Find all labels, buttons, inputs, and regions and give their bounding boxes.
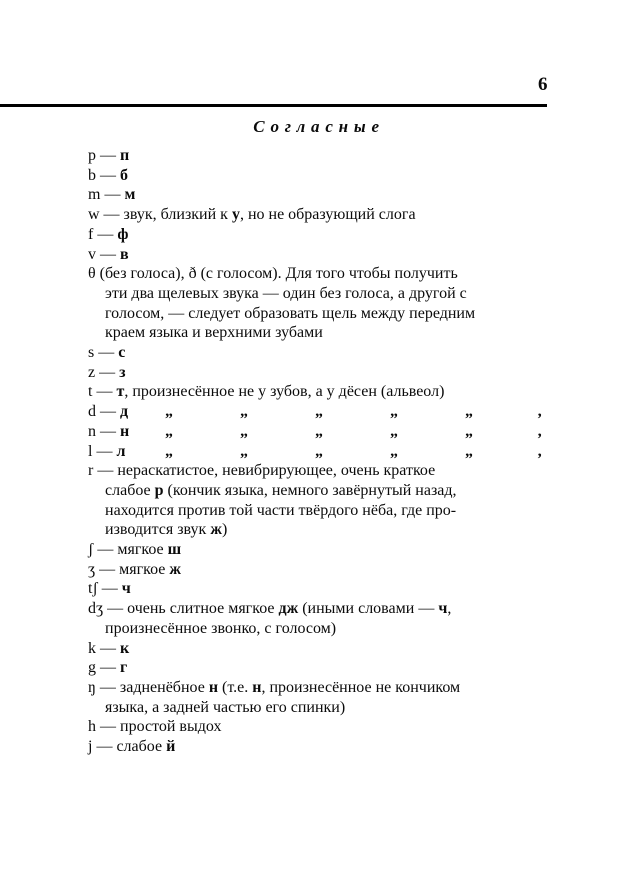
entry-text: s — (88, 344, 119, 362)
entry-line (88, 225, 550, 245)
russian-equivalent: з (119, 363, 126, 381)
entry-text: n — (88, 422, 120, 440)
russian-equivalent: н (120, 422, 130, 440)
ditto-row (88, 422, 550, 442)
entry-text: m — (88, 186, 125, 204)
consonant-entry (88, 540, 550, 560)
russian-equivalent: ш (167, 541, 182, 559)
entry-text: слабое (105, 481, 155, 499)
entry-text: языка, а задней частью его спинки) (105, 698, 346, 716)
ditto-mark: „ (165, 442, 173, 460)
entry-text: θ (без голоса), ð (с голосом). Для того чтобы получить (88, 265, 458, 283)
entry-lead (88, 423, 129, 440)
ditto-mark: „ (240, 442, 248, 460)
russian-equivalent: с (118, 344, 126, 362)
russian-equivalent: п (120, 147, 130, 164)
consonant-entry (88, 678, 550, 717)
consonant-entry (88, 166, 550, 186)
russian-equivalent: ж (210, 521, 222, 539)
entry-text: , но не образующий слога (239, 206, 416, 224)
consonant-entry (88, 737, 550, 757)
entry-text: (иными словами — (298, 600, 439, 618)
entry-text: h — простой выдох (88, 718, 222, 736)
entry-text: ŋ — задненёбное (88, 678, 209, 696)
consonant-entry (88, 658, 550, 678)
consonant-entry (88, 422, 550, 442)
ditto-row (88, 442, 550, 462)
entry-line (88, 560, 550, 580)
russian-equivalent: г (120, 659, 128, 677)
entry-line (88, 540, 550, 560)
page-content (88, 117, 550, 757)
ditto-row (88, 402, 550, 422)
entry-line-continuation (105, 304, 550, 324)
entry-text: t — (88, 383, 117, 401)
entry-text: b — (88, 166, 120, 184)
ditto-mark: „ (165, 422, 173, 440)
entry-text: d — (88, 403, 120, 421)
entry-text: g — (88, 659, 120, 677)
entry-line (88, 579, 550, 599)
entry-lead (88, 403, 128, 420)
entry-text: краем языка и верхними зубами (105, 324, 323, 342)
section-title: Согласные (253, 117, 385, 136)
page-number: 6 (538, 74, 548, 95)
header-rule (0, 104, 547, 107)
russian-equivalent: д (120, 403, 129, 421)
ditto-mark: „ (390, 422, 398, 440)
ditto-mark: „ (315, 442, 323, 460)
entry-text: изводится звук (105, 521, 211, 539)
entry-line (88, 461, 550, 481)
entry-line (88, 205, 550, 225)
entry-line (88, 382, 550, 402)
ditto-mark: „ (465, 422, 473, 440)
consonant-entry (88, 461, 550, 540)
consonant-entry (88, 264, 550, 343)
entry-text: ʒ — мягкое (88, 560, 170, 578)
entry-line-continuation (105, 698, 550, 718)
entry-text: (т.е. (218, 678, 253, 696)
consonant-entry (88, 579, 550, 599)
entry-line (88, 639, 550, 659)
russian-equivalent: ч (438, 600, 448, 618)
entry-lead (88, 443, 125, 460)
ditto-mark: „ (465, 442, 473, 460)
entry-text: f — (88, 225, 118, 243)
entry-text: k — (88, 639, 120, 657)
russian-equivalent: у (231, 206, 240, 224)
entry-text: находится против той части твёрдого нёба, где про- (105, 501, 457, 519)
russian-equivalent: л (116, 442, 126, 460)
russian-equivalent: ж (169, 560, 182, 578)
consonant-entry (88, 560, 550, 580)
ditto-mark: „ (465, 403, 473, 421)
russian-equivalent: й (166, 738, 176, 756)
entry-text: w — звук, близкий к (88, 206, 232, 224)
russian-equivalent: ф (117, 225, 129, 243)
ditto-mark: „ (240, 403, 248, 421)
entry-line (88, 717, 550, 737)
russian-equivalent: к (120, 639, 130, 657)
russian-equivalent: р (154, 481, 164, 499)
russian-equivalent: ч (121, 580, 131, 598)
entry-line-continuation (105, 284, 550, 304)
entry-line (88, 343, 550, 363)
consonant-entry (88, 599, 550, 638)
entry-line-continuation (105, 481, 550, 501)
entry-line (88, 166, 550, 186)
russian-equivalent: б (120, 166, 128, 184)
entry-text: ) (221, 521, 228, 539)
russian-equivalent: дж (278, 600, 299, 618)
entry-text: , произнесённое не кончиком (261, 678, 461, 696)
entry-line (88, 363, 550, 383)
entry-text: tʃ — (88, 580, 122, 598)
russian-equivalent: н (252, 678, 262, 696)
entry-text: , произнесённое не у зубов, а у дёсен (альвеол) (124, 383, 445, 401)
entry-line (88, 185, 550, 205)
entry-text: z — (88, 363, 120, 381)
entry-line (88, 146, 550, 166)
consonant-entry (88, 382, 550, 402)
ditto-mark: „ (390, 403, 398, 421)
ditto-mark: „ (315, 403, 323, 421)
entry-line-continuation (105, 501, 550, 521)
consonant-entry (88, 245, 550, 265)
entry-line (88, 737, 550, 757)
ditto-mark: „ (315, 422, 323, 440)
entry-line (88, 245, 550, 265)
ditto-mark: „ (165, 403, 173, 421)
consonant-entry (88, 639, 550, 659)
entry-text: dʒ — очень слитное мягкое (88, 600, 279, 618)
entry-line (88, 599, 550, 619)
entry-text: j — слабое (88, 738, 167, 756)
ditto-mark: ‚ (537, 422, 543, 440)
entry-text: v — (88, 245, 120, 263)
ditto-mark: ‚ (537, 442, 543, 460)
entry-text: эти два щелевых звука — один без голоса, а другой с (105, 284, 467, 302)
ditto-mark: „ (390, 442, 398, 460)
entry-text: , (447, 600, 452, 618)
entry-line (88, 678, 550, 698)
consonant-entry (88, 442, 550, 462)
entry-line (88, 264, 550, 284)
entry-line (88, 658, 550, 678)
entry-text: (кончик языка, немного завёрнутый назад, (163, 481, 457, 499)
entry-text: r — нераскатистое, невибрирующее, очень краткое (88, 462, 436, 480)
ditto-mark: ‚ (537, 403, 543, 421)
consonant-entry (88, 363, 550, 383)
entry-text: голосом, — следует образовать щель между передним (105, 304, 476, 322)
consonant-entry (88, 717, 550, 737)
russian-equivalent: м (124, 186, 136, 204)
consonant-entry (88, 205, 550, 225)
consonant-entry (88, 343, 550, 363)
entry-text: l — (88, 442, 117, 460)
entry-line-continuation (105, 323, 550, 343)
ditto-mark: „ (240, 422, 248, 440)
consonant-entry (88, 146, 550, 166)
russian-equivalent: в (120, 245, 129, 263)
consonant-entry (88, 225, 550, 245)
entry-text: произнесённое звонко, с голосом) (105, 619, 337, 637)
consonant-entry (88, 402, 550, 422)
consonant-entry (88, 185, 550, 205)
entry-text: ʃ — мягкое (88, 541, 168, 559)
russian-equivalent: н (208, 678, 219, 696)
russian-equivalent: т (116, 383, 125, 401)
entries-list (88, 146, 550, 757)
entry-line-continuation (105, 619, 550, 639)
entry-line-continuation (105, 520, 550, 540)
entry-text: p — (88, 147, 120, 164)
